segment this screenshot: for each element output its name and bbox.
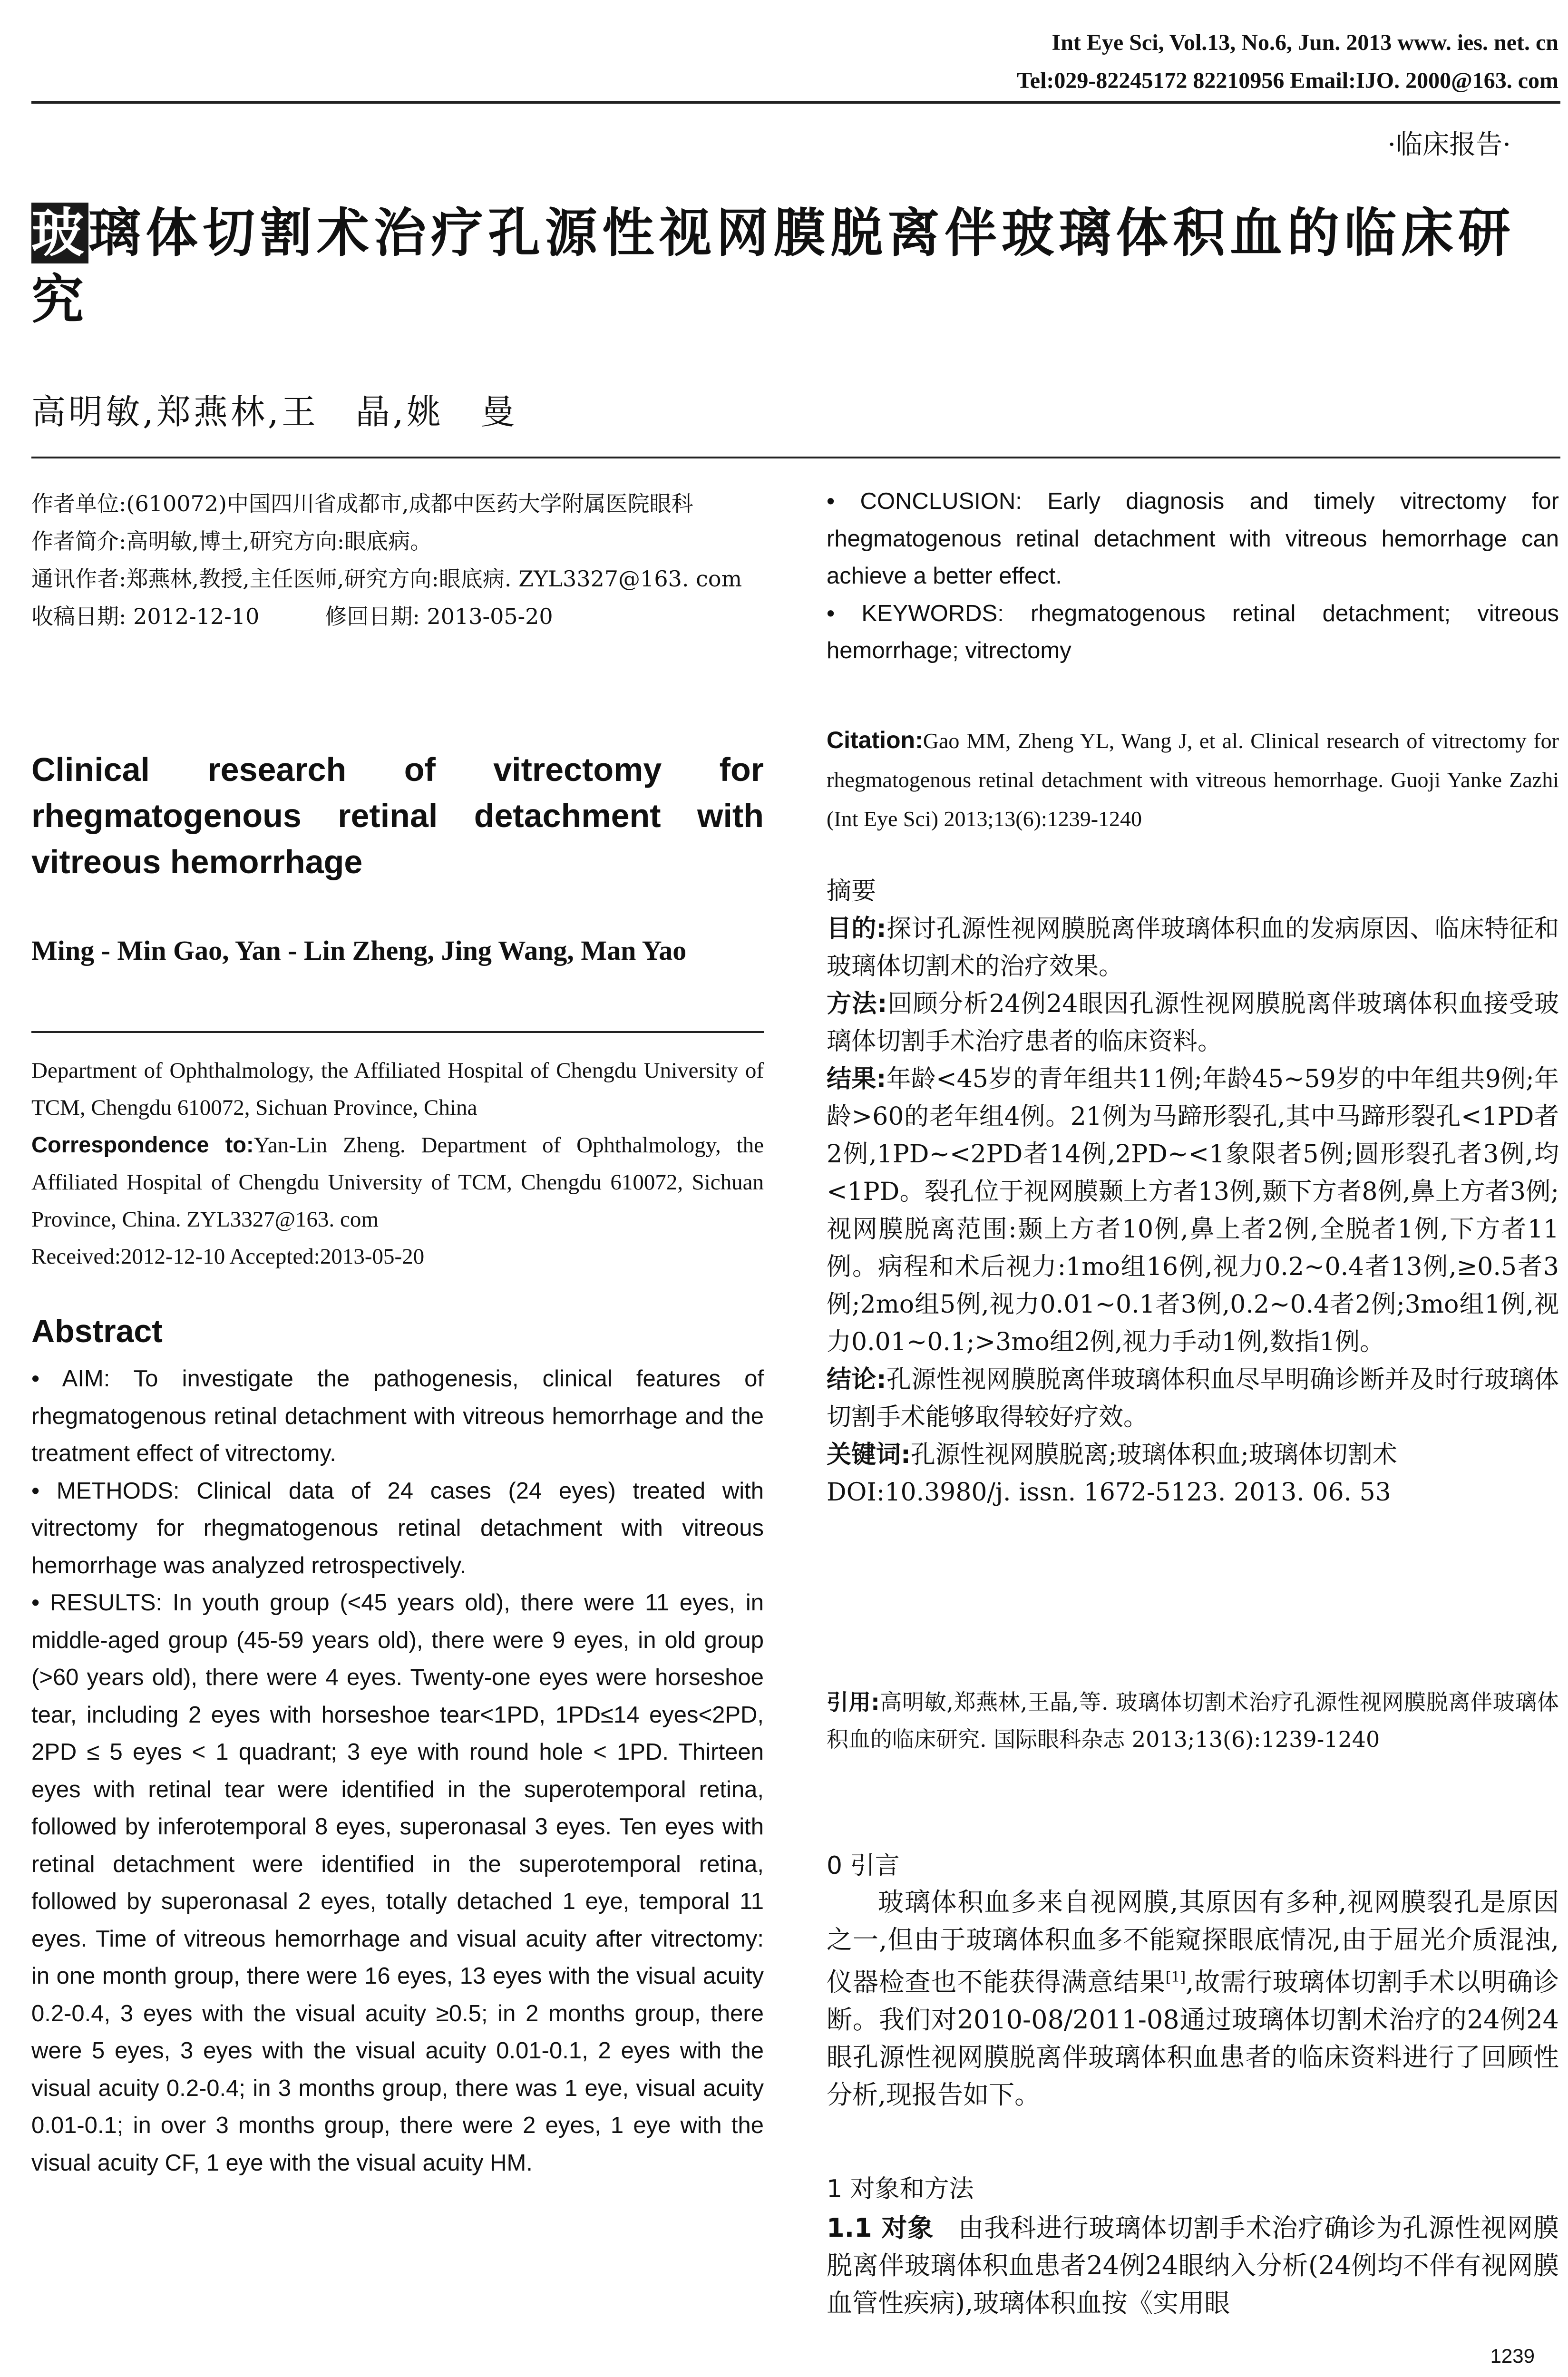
author-unit: 作者单位:(610072)中国四川省成都市,成都中医药大学附属医院眼科 xyxy=(31,491,693,516)
keywords-label: 关键词: xyxy=(827,1441,911,1469)
abstract-cn-heading: 摘要 xyxy=(827,877,877,906)
authors-cn: 高明敏,郑燕林,王 晶,姚 曼 xyxy=(31,392,518,432)
aim-text: 探讨孔源性视网膜脱离伴玻璃体积血的发病原因、临床特征和玻璃体切割术的治疗效果。 xyxy=(827,915,1559,981)
correspondence-text: Yan-Lin Zheng. Department of Ophthalmology, the Affiliated Hospital of Chengdu University of TCM, Chengdu 610072, Sichuan Province, China. ZYL3327@163. com xyxy=(31,1133,764,1232)
abstract-cn-methods xyxy=(827,985,1559,1061)
abstract-cn-results xyxy=(827,1061,1559,1361)
abstract-conclusion: • CONCLUSION: Early diagnosis and timely vitrectomy for rhegmatogenous retinal detachment with vitreous hemorrhage can achieve a better effect. xyxy=(827,488,1559,589)
citation-text: Gao MM, Zheng YL, Wang J, et al. Clinical research of vitrectomy for rhegmatogenous retinal detachment with vitreous hemorrhage. Guoji Yanke Zazhi (Int Eye Sci) 2013;13(6):1239-1240 xyxy=(827,729,1559,831)
abstract-cn-keywords xyxy=(827,1436,1559,1474)
corresponding-author: 通讯作者:郑燕林,教授,主任医师,研究方向:眼底病. ZYL3327@163. com xyxy=(31,566,742,592)
abstract-cn-conclusion xyxy=(827,1361,1559,1436)
correspondence-label: Correspondence to: xyxy=(31,1132,254,1157)
results-text: 年龄<45岁的青年组共11例;年龄45~59岁的中年组共9例;年龄>60的老年组4例。21例为马蹄形裂孔,其中马蹄形裂孔<1PD者2例,1PD~<2PD者14例,2PD~<1象限者5例;圆形裂孔者3例,均<1PD。裂孔位于视网膜颞上方者13例,颞下方者8例,鼻上方者3例;视网膜脱离范围:颞上方者10例,鼻上者2例,全脱者1例,下方者11例。病程和术后视力:1mo组16例,视力0.2~0.4者13例,≥0.5者3例;2mo组5例,视力0.01~0.1者3例,0.2~0.4者2例;3mo组1例,视力0.01~0.1;>3mo组2例,视力手动1例,数指1例。 xyxy=(827,1065,1559,1356)
article-title-en: Clinical research of vitrectomy for rhegmatogenous retinal detachment with vitreous hemorrhage xyxy=(31,751,764,880)
citation-cn xyxy=(827,1684,1559,1758)
methods-label: 方法: xyxy=(827,990,887,1018)
department-info xyxy=(31,1052,764,1275)
subject-label: 1.1 对象 xyxy=(827,2213,934,2243)
header-rule xyxy=(31,101,1560,104)
affiliation-en: Department of Ophthalmology, the Affiliated Hospital of Chengdu University of TCM, Chengdu 610072, Sichuan Province, China xyxy=(31,1058,764,1120)
abstract-methods: • METHODS: Clinical data of 24 cases (24 eyes) treated with vitrectomy for rhegmatogenous retinal detachment with vitreous hemorrhage was analyzed retrospectively. xyxy=(31,1478,764,1578)
cite-cn-text: 高明敏,郑燕林,王晶,等. 玻璃体切割术治疗孔源性视网膜脱离伴玻璃体积血的临床研究. 国际眼科杂志 2013;13(6):1239-1240 xyxy=(827,1689,1559,1752)
author-bio: 作者简介:高明敏,博士,研究方向:眼底病。 xyxy=(31,528,432,554)
conclusion-text: 孔源性视网膜脱离伴玻璃体积血尽早明确诊断并及时行玻璃体切割手术能够取得较好疗效。 xyxy=(827,1365,1559,1432)
received-date: 收稿日期: 2012-12-10 修回日期: 2013-05-20 xyxy=(31,604,553,629)
page-number: 1239 xyxy=(1490,2345,1535,2367)
cite-cn-label: 引用: xyxy=(827,1689,880,1715)
citation-en xyxy=(827,721,1559,838)
intro-heading: 0 引言 xyxy=(827,1851,900,1880)
author-info-cn xyxy=(31,485,764,635)
abstract-aim: • AIM: To investigate the pathogenesis, clinical features of rhegmatogenous retinal detachment with vitreous hemorrhage and the treatment effect of vitrectomy. xyxy=(31,1366,764,1466)
abstract-en-right xyxy=(827,483,1559,670)
ref-1: [1] xyxy=(1165,1969,1186,1986)
results-label: 结果: xyxy=(827,1065,886,1093)
authors-en: Ming - Min Gao, Yan - Lin Zheng, Jing Wang, Man Yao xyxy=(31,935,687,966)
authors-rule xyxy=(31,457,1560,458)
intro-text-a: 玻璃体积血多来自视网膜,其原因有多种,视网膜裂孔是原因之一,但由于玻璃体积血多不能窥探眼底情况,由于屈光介质混浊,仪器检查也不能获得满意结果 xyxy=(827,1887,1559,1997)
title-highlight: 玻 xyxy=(31,203,88,263)
correspondence xyxy=(31,1126,764,1238)
authors-en-rule xyxy=(31,1031,764,1033)
title-rest: 璃体切割术治疗孔源性视网膜脱离伴玻璃体积血的临床研究 xyxy=(31,203,1515,330)
keywords-text: 孔源性视网膜脱离;玻璃体积血;玻璃体切割术 xyxy=(910,1441,1397,1469)
citation-label: Citation: xyxy=(827,727,923,753)
abstract-en-left xyxy=(31,1360,764,2182)
journal-header-line2: Tel:029-82245172 82210956 Email:IJO. 2000@163. com xyxy=(1017,68,1558,93)
doi: DOI:10.3980/j. issn. 1672-5123. 2013. 06. 53 xyxy=(827,1478,1391,1507)
abstract-heading: Abstract xyxy=(31,1313,163,1349)
conclusion-label: 结论: xyxy=(827,1365,886,1394)
methods-body xyxy=(827,2209,1559,2322)
methods-heading: 1 对象和方法 xyxy=(827,2175,974,2203)
abstract-cn-aim xyxy=(827,910,1559,985)
journal-header-line1: Int Eye Sci, Vol.13, No.6, Jun. 2013 www. ies. net. cn xyxy=(1052,30,1558,55)
abstract-results: • RESULTS: In youth group (<45 years old), there were 11 eyes, in middle-aged group (45-59 years old), there were 9 eyes, in old group (>60 years old), there were 4 eyes. Twenty-one eyes were horseshoe tear, including 2 eyes with horseshoe tear<1PD, 1PD≤14 eyes<2PD, 2PD ≤ 5 eyes < 1 quadrant; 3 eye with round hole < 1PD. Thirteen eyes with retinal tear were identified in the superotemporal retina, followed by inferotemporal 8 eyes, superonasal 3 eyes. Ten eyes with retinal detachment were identified in the superotemporal retina, followed by superonasal 2 eyes, totally detached 1 eye, temporal 11 eyes. Time of vitreous hemorrhage and visual acuity after vitrectomy: in one month group, there were 16 eyes, 13 eyes with the visual acuity 0.2-0.4, 3 eyes with the visual acuity ≥0.5; in 2 months group, there were 5 eyes, 3 eyes with the visual acuity 0.01-0.1, 2 eyes with the visual acuity 0.2-0.4; in 3 months group, there was 1 eye, visual acuity 0.01-0.1; in over 3 months group, there were 2 eyes, 1 eye with the visual acuity CF, 1 eye with the visual acuity HM. xyxy=(31,1590,764,2176)
intro-text-b: ,故需行玻璃体切割手术以明确诊断。我们对2010-08/2011-08通过玻璃体切割术治疗的24例24眼孔源性视网膜脱离伴玻璃体积血患者的临床资料进行了回顾性分析,现报告如下。 xyxy=(827,1967,1559,2110)
intro-paragraph xyxy=(827,1883,1559,2114)
abstract-cn xyxy=(827,873,1559,1511)
abstract-keywords: • KEYWORDS: rhegmatogenous retinal detachment; vitreous hemorrhage; vitrectomy xyxy=(827,600,1559,663)
subject-text: 由我科进行玻璃体切割手术治疗确诊为孔源性视网膜脱离伴玻璃体积血患者24例24眼纳入分析(24例均不伴有视网膜血管性疾病),玻璃体积血按《实用眼 xyxy=(827,2213,1559,2318)
received-accepted: Received:2012-12-10 Accepted:2013-05-20 xyxy=(31,1244,425,1269)
methods-text: 回顾分析24例24眼因孔源性视网膜脱离伴玻璃体积血接受玻璃体切割手术治疗患者的临床资料。 xyxy=(827,990,1559,1056)
section-label: ·临床报告· xyxy=(1387,129,1511,160)
aim-label: 目的: xyxy=(827,915,886,943)
intro-body xyxy=(827,1883,1559,2114)
article-title-cn xyxy=(31,200,1553,333)
